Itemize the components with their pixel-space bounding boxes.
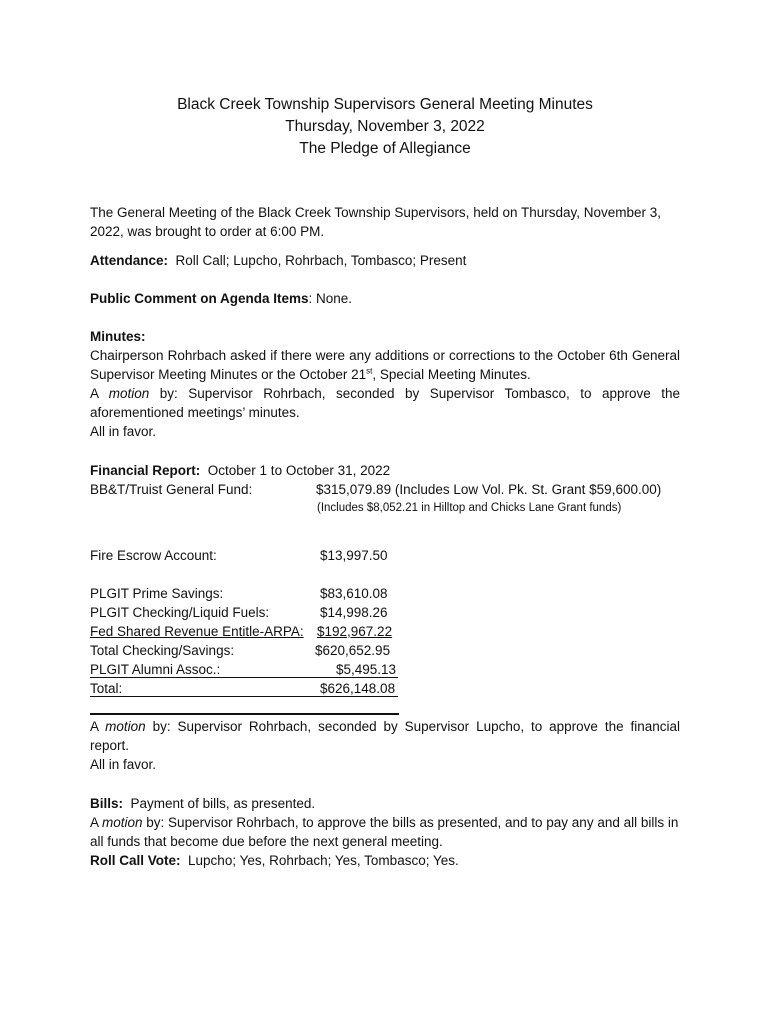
bills-section [90,794,680,870]
alumni-underline [90,677,398,678]
total-underline [90,696,398,697]
checking-row: PLGIT Checking/Liquid Fuels: $14,998.26 [90,605,388,620]
public-comment-line [90,289,680,308]
arpa-row: Fed Shared Revenue Entitle-ARPA: $192,967.22 [90,624,393,639]
roll-call-label: Roll Call Vote: [90,853,181,868]
total-checking-savings-row: Total Checking/Savings: $620,652.95 [90,643,391,658]
document-header [0,94,770,160]
alumni-row: PLGIT Alumni Assoc.: $5,495.13 [90,662,397,677]
minutes-label: Minutes: [90,329,146,344]
minutes-paragraph: Chairperson Rohrbach asked if there were any additions or corrections to the October 6th General Supervisor Meeting Minutes or the October 21st, Special Meeting Minutes. [90,348,680,382]
total-row: Total: $626,148.08 [90,681,396,696]
roll-call-vote [90,851,680,870]
header-date: Thursday, November 3, 2022 [285,118,485,135]
minutes-favor: All in favor. [90,424,157,439]
financial-motion-section [90,717,680,774]
attendance-line [90,251,680,270]
financial-motion: A motion by: Supervisor Rohrbach, seconded by Supervisor Lupcho, to approve the financial report. [90,719,681,753]
attendance-label: Attendance: [90,253,169,268]
fire-escrow-row: Fire Escrow Account: $13,997.50 [90,548,388,563]
prime-savings-row: PLGIT Prime Savings: $83,610.08 [90,586,388,601]
intro-paragraph: The General Meeting of the Black Creek Township Supervisors, held on Thursday, November 3, 2022, was brought to order at 6:00 PM. [90,205,662,239]
general-fund-note: (Includes $8,052.21 in Hilltop and Chicks Lane Grant funds) [317,502,622,514]
financial-report-heading [90,461,390,480]
general-fund-row: BB&T/Truist General Fund: $315,079.89 (Includes Low Vol. Pk. St. Grant $59,600.00) [90,482,662,497]
financial-divider [90,713,399,715]
financial-label: Financial Report: [90,463,201,478]
public-comment-label: Public Comment on Agenda Items [90,291,309,306]
minutes-motion: A motion by: Supervisor Rohrbach, seconded by Supervisor Tombasco, to approve the aforementioned meetings’ minutes. [90,386,680,420]
bills-motion: A motion by: Supervisor Rohrbach, to approve the bills as presented, and to pay any and all bills in all funds that become due before the next general meeting. [90,815,679,849]
attendance-text: Roll Call; Lupcho, Rohrbach, Tombasco; Present [175,253,467,268]
minutes-section [90,327,680,441]
bills-line [90,794,680,813]
header-pledge: The Pledge of Allegiance [299,140,471,157]
roll-call-text: Lupcho; Yes, Rohrbach; Yes, Tombasco; Yes. [188,853,459,868]
financial-favor: All in favor. [90,757,157,772]
financial-period: October 1 to October 31, 2022 [207,463,391,478]
bills-label: Bills: [90,796,124,811]
public-comment-text: : None. [308,291,353,306]
header-title: Black Creek Township Supervisors General Meeting Minutes [177,96,593,113]
bills-text: Payment of bills, as presented. [130,796,316,811]
